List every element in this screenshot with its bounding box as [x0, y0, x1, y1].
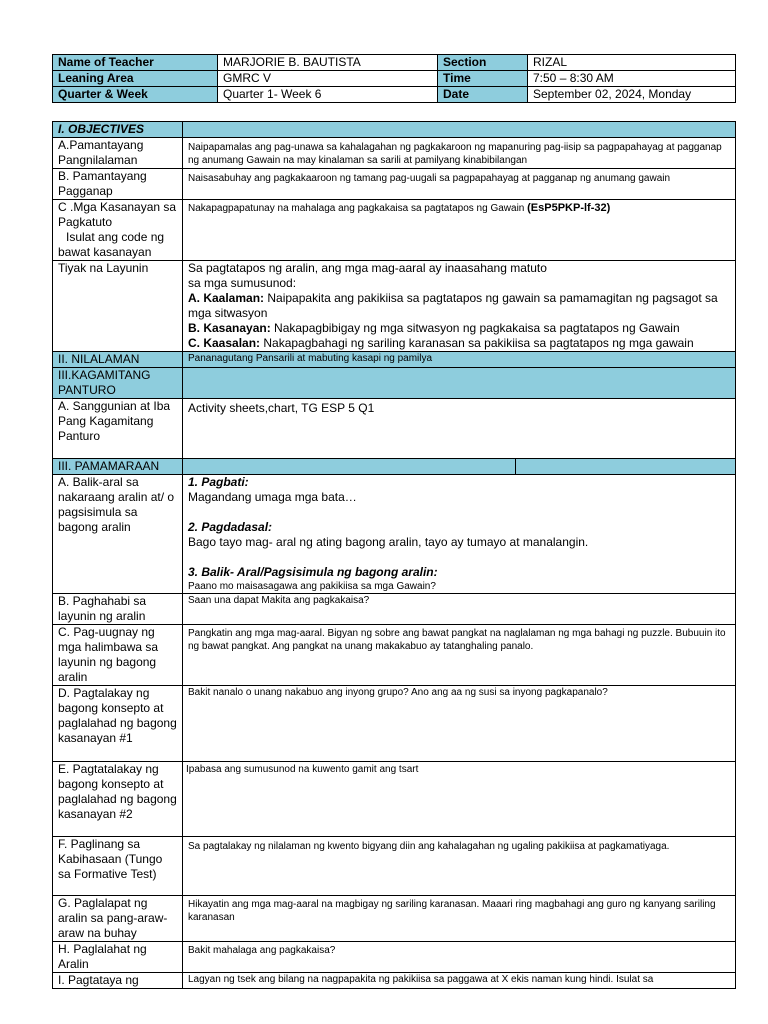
section-label: Section [438, 55, 528, 71]
paghahabi-text: Saan una dapat Makita ang pagkakaisa? [183, 594, 736, 625]
header-info-table [52, 54, 736, 103]
lesson-plan-table [52, 121, 736, 989]
balik-aral-label: A. Balik-aral sa nakaraang aralin at/ o pagsisimula sa bagong aralin [53, 475, 183, 594]
pamantayang-pangnilalaman-text: Naipapamalas ang pag-unawa sa kahalagahan ng pagkakaroon ng mapanuring pag-iisip sa pagpapahayag at pagganap ng anumang Gawain na may kinalaman sa sarili at pamilyang kinabibilangan [183, 138, 736, 169]
tiyak-na-layunin-text [183, 261, 736, 352]
pamamaraan-heading-fill-2 [516, 459, 736, 475]
nilalaman-text: Pananagutang Pansarili at mabuting kasapi ng pamilya [183, 352, 736, 368]
balik-aral-question: Paano mo maisasagawa ang pakikiisa sa mga Gawain? [188, 581, 436, 592]
pagdadasal-heading: 2. Pagdadasal: [188, 520, 273, 534]
tiyak-na-layunin-label: Tiyak na Layunin [53, 261, 183, 352]
time-label: Time [438, 71, 528, 87]
kasanayan-item: B. Kasanayan: Nakapagbibigay ng mga sitwasyon ng pagkakaisa sa pagtatapos ng Gawain [188, 321, 680, 335]
pamantayang-pagganap-label: B. Pamantayang Pagganap [53, 169, 183, 200]
objectives-heading: I. OBJECTIVES [53, 122, 183, 138]
pagtalakay-1-text: Bakit nanalo o unang nakabuo ang inyong grupo? Ano ang aa ng susi sa inyong pagkapanalo? [183, 686, 736, 762]
teacher-value: MARJORIE B. BAUTISTA [218, 55, 438, 71]
sanggunian-text: Activity sheets,chart, TG ESP 5 Q1 [183, 399, 736, 459]
pamamaraan-heading-fill-1 [183, 459, 516, 475]
kasanayan-label [53, 200, 183, 261]
pagbati-text: Magandang umaga mga bata… [188, 490, 357, 504]
date-label: Date [438, 87, 528, 103]
kasanayan-label-main: C .Mga Kasanayan sa Pagkatuto [58, 200, 177, 229]
kaalaman-item: A. Kaalaman: Naipapakita ang pakikiisa sa pagtatapos ng gawain sa pamamagitan ng pagsagot sa mga sitwasyon [188, 291, 718, 320]
pag-uugnay-label: C. Pag-uugnay ng mga halimbawa sa layunin ng bagong aralin [53, 625, 183, 686]
pamamaraan-heading: III. PAMAMARAAN [53, 459, 183, 475]
pagtataya-text: Lagyan ng tsek ang bilang na nagpapakita ng pakikiisa sa paggawa at X ekis naman kung hindi. Isulat sa [183, 973, 736, 989]
pagtalakay-1-label: D. Pagtalakay ng bagong konsepto at paglalahad ng bagong kasanayan #1 [53, 686, 183, 762]
quarter-value: Quarter 1- Week 6 [218, 87, 438, 103]
paglalahat-label: H. Paglalahat ng Aralin [53, 942, 183, 973]
kagamitan-heading: III.KAGAMITANG PANTURO [53, 368, 183, 399]
paghahabi-label: B. Paghahabi sa layunin ng aralin [53, 594, 183, 625]
tiyak-intro-line1: Sa pagtatapos ng aralin, ang mga mag-aaral ay inaasahang matuto [188, 261, 547, 275]
tiyak-intro-line2: sa mga sumusunod: [188, 276, 297, 290]
paglalapat-text: Hikayatin ang mga mag-aaral na magbigay ng sariling karanasan. Maaari ring magbahagi ang guro ng kanyang sariling karanasan [183, 896, 736, 942]
competency-code: (EsP5PKP-lf-32) [527, 202, 611, 214]
pagtalakay-2-label: E. Pagtatalakay ng bagong konsepto at paglalahad ng bagong kasanayan #2 [53, 762, 183, 837]
balik-aral-text [183, 475, 736, 594]
paglalahat-text: Bakit mahalaga ang pagkakaisa? [183, 942, 736, 973]
paglinang-label: F. Paglinang sa Kabihasaan (Tungo sa Formative Test) [53, 837, 183, 896]
pag-uugnay-text: Pangkatin ang mga mag-aaral. Bigyan ng sobre ang bawat pangkat na naglalaman ng mga bahagi ng puzzle. Bubuuin ito ng bawat pangkat. Ang pangkat na unang makakabuo ay tatanghaling panalo. [183, 625, 736, 686]
quarter-label: Quarter & Week [53, 87, 218, 103]
area-value: GMRC V [218, 71, 438, 87]
pagbati-heading: 1. Pagbati: [188, 475, 249, 489]
balik-aral-heading: 3. Balik- Aral/Pagsisimula ng bagong aralin: [188, 565, 438, 579]
date-value: September 02, 2024, Monday [528, 87, 736, 103]
nilalaman-heading: II. NILALAMAN [53, 352, 183, 368]
area-label: Leaning Area [53, 71, 218, 87]
pagdadasal-text: Bago tayo mag- aral ng ating bagong aralin, tayo ay tumayo at manalangin. [188, 535, 589, 549]
kagamitan-heading-fill [183, 368, 736, 399]
sanggunian-label: A. Sanggunian at Iba Pang Kagamitang Panturo [53, 399, 183, 459]
teacher-label: Name of Teacher [53, 55, 218, 71]
kasanayan-description: Nakapagpapatunay na mahalaga ang pagkakaisa sa pagtatapos ng Gawain [188, 203, 528, 214]
time-value: 7:50 – 8:30 AM [528, 71, 736, 87]
kasanayan-text [183, 200, 736, 261]
pamantayang-pagganap-text: Naisasabuhay ang pagkakaaroon ng tamang pag-uugali sa pagpapahayag at pagganap ng anumang gawain [183, 169, 736, 200]
section-value: RIZAL [528, 55, 736, 71]
pamantayang-pangnilalaman-label: A.Pamantayang Pangnilalaman [53, 138, 183, 169]
paglinang-text: Sa pagtalakay ng nilalaman ng kwento bigyang diin ang kahalagahan ng ugaling pakikiisa at pagkamatiyaga. [183, 837, 736, 896]
pagtataya-label: I. Pagtataya ng [53, 973, 183, 989]
paglalapat-label: G. Paglalapat ng aralin sa pang-araw-araw na buhay [53, 896, 183, 942]
kasanayan-label-code-note: Isulat ang code ng bawat kasanayan [58, 230, 165, 259]
kaasalan-item: C. Kaasalan: Nakapagbahagi ng sariling karanasan sa pakikiisa sa pagtatapos ng mga gawain [188, 336, 694, 350]
objectives-heading-fill [183, 122, 736, 138]
pagtalakay-2-text: Ipabasa ang sumusunod na kuwento gamit ang tsart [183, 762, 736, 837]
